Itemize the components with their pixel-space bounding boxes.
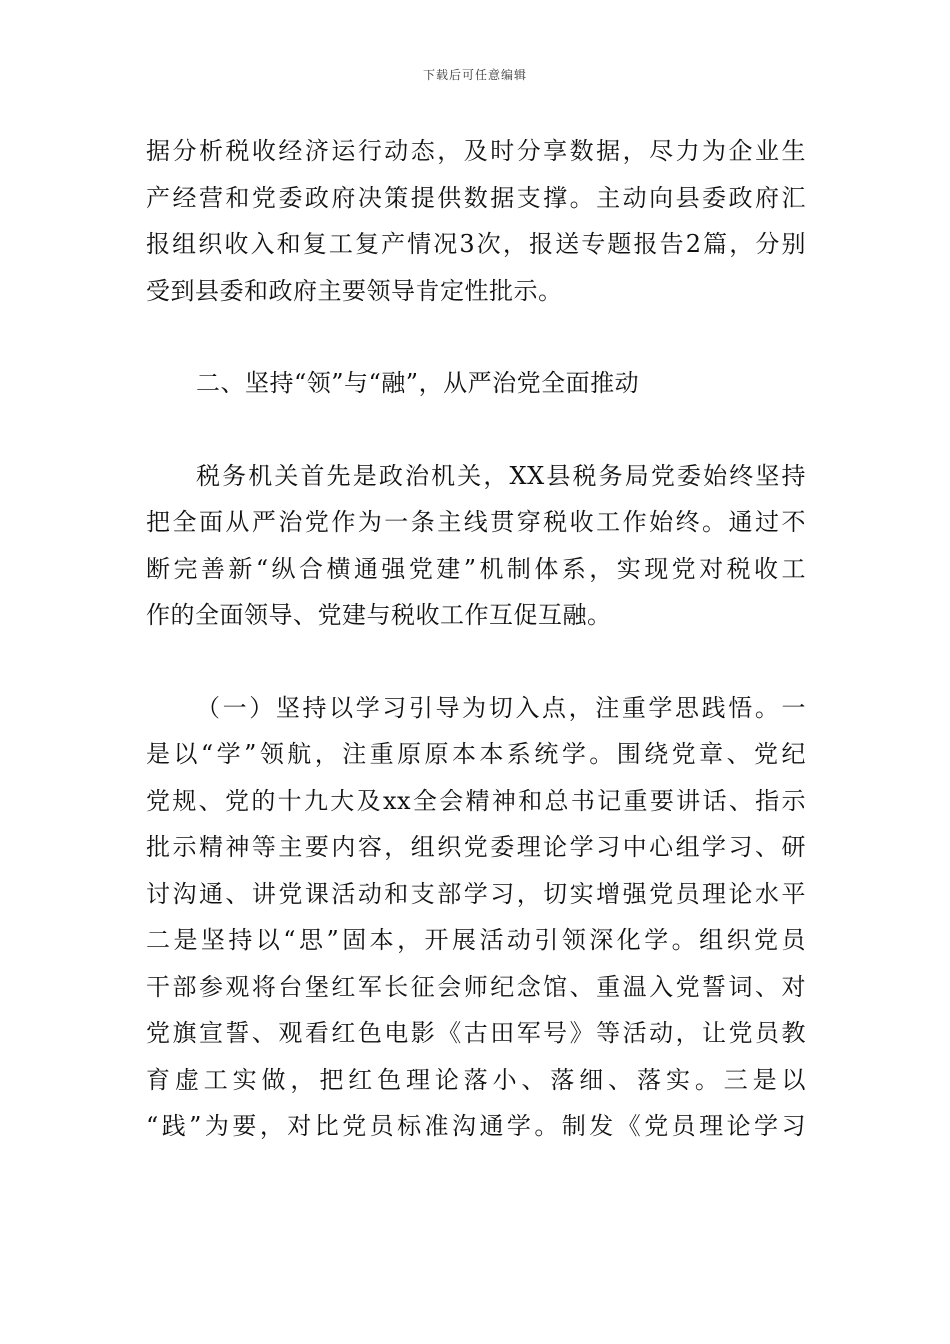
paragraph-2	[146, 453, 806, 639]
section-heading-text: 二、坚持“领”与“融”，从严治党全面推动	[196, 369, 640, 397]
paragraph-gap	[146, 639, 806, 685]
page-header-note: 下载后可任意编辑	[422, 68, 527, 82]
paragraph-line: 讨沟通、讲党课活动和支部学习，切实增强党员理论水平	[146, 879, 806, 908]
paragraph-line: “践”为要，对比党员标准沟通学。制发《党员理论学习	[146, 1112, 806, 1140]
paragraph-line: 据分析税收经济运行动态，及时分享数据，尽力为企业生	[146, 137, 806, 165]
paragraph-line: 是以“学”领航，注重原原本本系统学。围绕党章、党纪	[146, 740, 806, 768]
paragraph-line: 育虚工实做，把红色理论落小、落细、落实。三是以	[146, 1065, 806, 1094]
document-body	[146, 128, 806, 1150]
paragraph-line: 干部参观将台堡红军长征会师纪念馆、重温入党誓词、对	[146, 972, 806, 1001]
paragraph-line: 作的全面领导、党建与税收工作互促互融。	[146, 601, 612, 629]
paragraph-line: 二是坚持以“思”固本，开展活动引领深化学。组织党员	[146, 926, 806, 954]
paragraph-gap	[146, 314, 806, 360]
paragraph-gap	[146, 407, 806, 453]
paragraph-line: 税务机关首先是政治机关，XX县税务局党委始终坚持	[196, 461, 806, 490]
paragraph-3	[146, 685, 806, 1150]
paragraph-line: （一）坚持以学习引导为切入点，注重学思践悟。一	[196, 693, 806, 722]
paragraph-line: 把全面从严治党作为一条主线贯穿税收工作始终。通过不	[146, 508, 806, 536]
section-heading	[146, 360, 806, 407]
paragraph-line: 断完善新“纵合横通强党建”机制体系，实现党对税收工	[146, 554, 806, 583]
paragraph-line: 党规、党的十九大及xx全会精神和总书记重要讲话、指示	[146, 786, 806, 815]
paragraph-line: 报组织收入和复工复产情况3次，报送专题报告2篇，分别	[146, 230, 806, 258]
paragraph-line: 党旗宣誓、观看红色电影《古田军号》等活动，让党员教	[146, 1019, 806, 1047]
paragraph-line: 产经营和党委政府决策提供数据支撑。主动向县委政府汇	[146, 183, 806, 212]
paragraph-1	[146, 128, 806, 314]
paragraph-line: 批示精神等主要内容，组织党委理论学习中心组学习、研	[146, 833, 806, 861]
paragraph-line: 受到县委和政府主要领导肯定性批示。	[146, 276, 563, 305]
